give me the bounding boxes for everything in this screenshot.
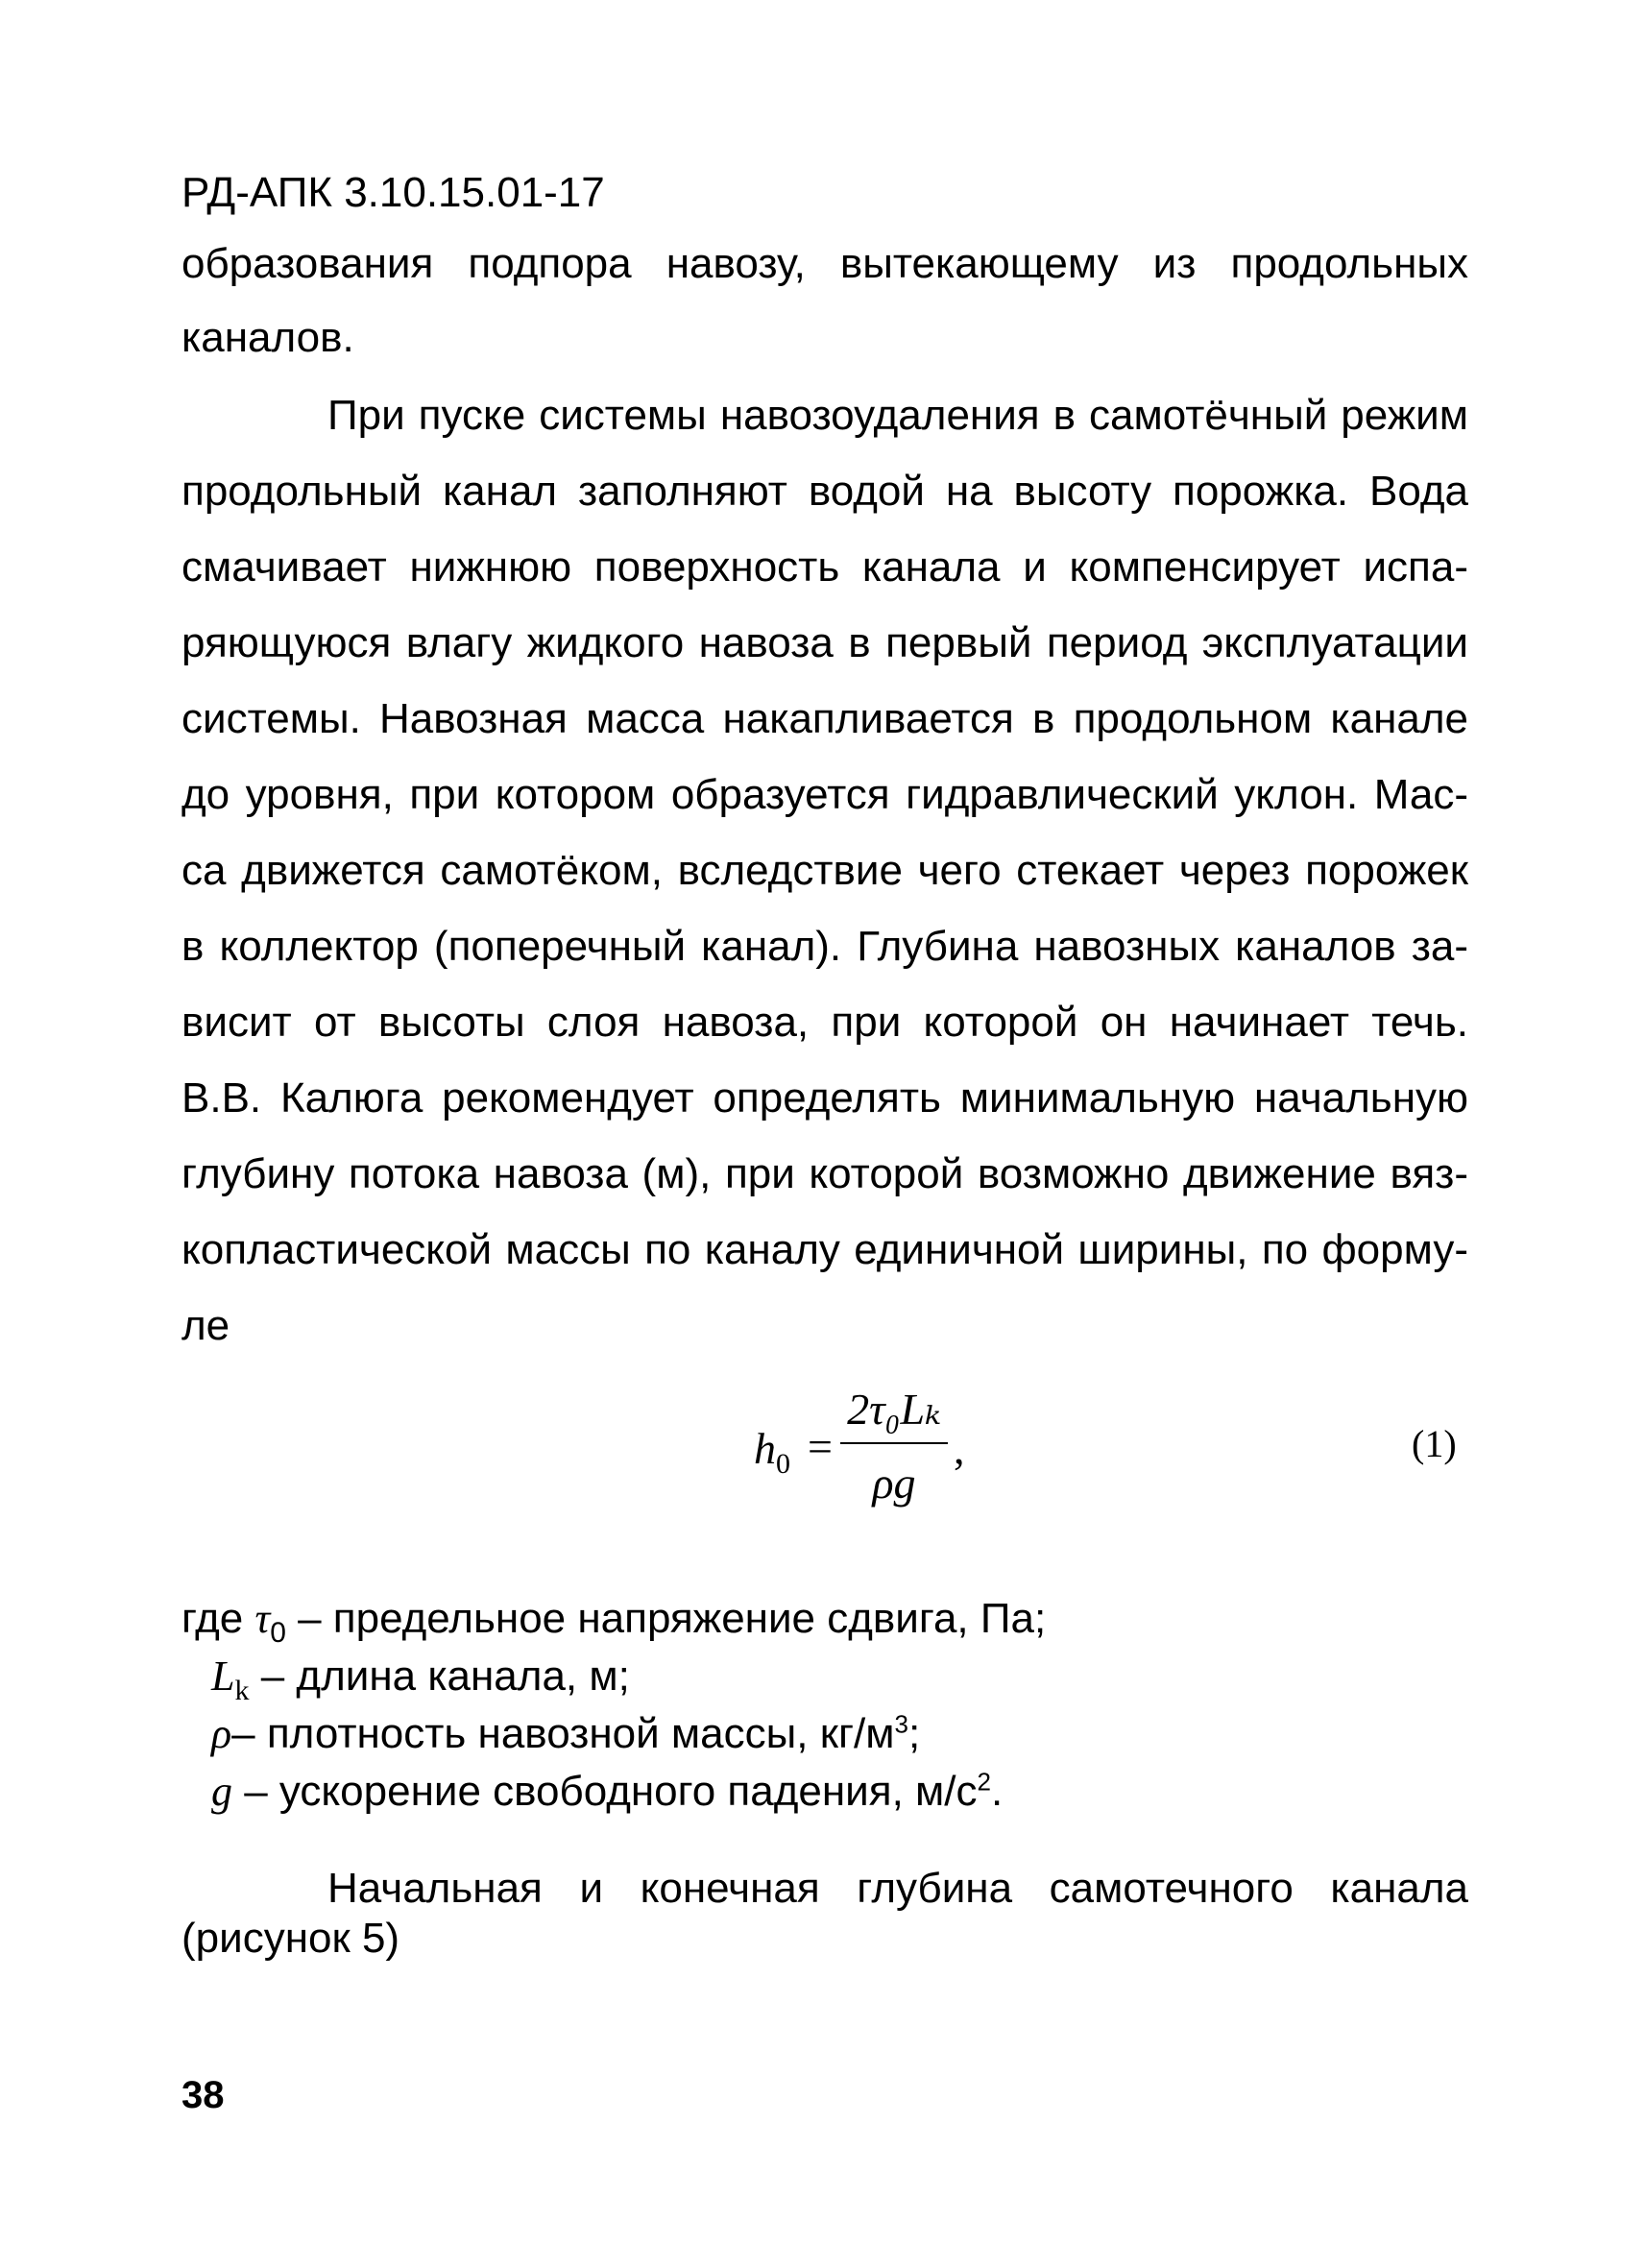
definition-tau0: где $\tau_0$ – предельное напряжение сдвига, Па; [181,1595,1047,1649]
paragraph-1-line-2: каналов. [181,314,354,361]
paragraph-2-line-13: ле [181,1302,230,1349]
paragraph-2-line-6: до уровня, при котором образуется гидравлический уклон. Мас- [181,771,1468,818]
paragraph-2-line-11: глубину потока навоза (м), при которой возможно движение вяз- [181,1150,1468,1197]
definition-g: g – ускорение свободного падения, $м/с^2$. [211,1767,1004,1815]
paragraph-2-line-7: са движется самотёком, вследствие чего стекает через порожек [181,847,1468,894]
paragraph-2-line-8: в коллектор (поперечный канал). Глубина навозных каналов за- [181,923,1468,970]
definition-lk: $L_k$ – длина канала, м; [211,1653,630,1706]
paragraph-3-line-1: Начальная и конечная глубина самотечного канала [327,1865,1468,1912]
formula-number: (1) [1412,1422,1457,1465]
paragraph-2-line-10: В.В. Калюга рекомендует определять минимальную начальную [181,1074,1468,1122]
formula-fraction-bar [840,1442,948,1444]
formula-comma: , [954,1424,965,1473]
paragraph-1-line-1: образования подпора навозу, вытекающему из продольных [181,240,1468,287]
paragraph-3-line-2: (рисунок 5) [181,1915,400,1962]
formula-1 [754,1385,1042,1519]
paragraph-2-line-5: системы. Навозная масса накапливается в продольном канале [181,695,1468,742]
formula-numerator: 2τ₀Lₖ [847,1385,941,1434]
paragraph-2-line-12: копластической массы по каналу единичной ширины, по форму- [181,1226,1468,1273]
formula-lhs: $h_0$ [754,1424,790,1481]
formula-denominator: ρg [872,1459,916,1508]
paragraph-2-line-4: ряющуюся влагу жидкого навоза в первый период эксплуатации [181,619,1468,666]
paragraph-2-line-2: продольный канал заполняют водой на высоту порожка. Вода [181,468,1468,515]
formula-equals-sign: = [808,1422,833,1471]
paragraph-2-line-1: При пуске системы навозоудаления в самотёчный режим [327,392,1468,439]
definition-rho: ρ– плотность навозной массы, $кг/м^3$; [211,1709,921,1757]
paragraph-2-line-9: висит от высоты слоя навоза, при которой он начинает течь. [181,999,1468,1046]
document-code-header: РД-АПК 3.10.15.01-17 [181,169,605,216]
page-number: 38 [181,2074,225,2116]
paragraph-2-line-3: смачивает нижнюю поверхность канала и компенсирует испа- [181,543,1468,591]
